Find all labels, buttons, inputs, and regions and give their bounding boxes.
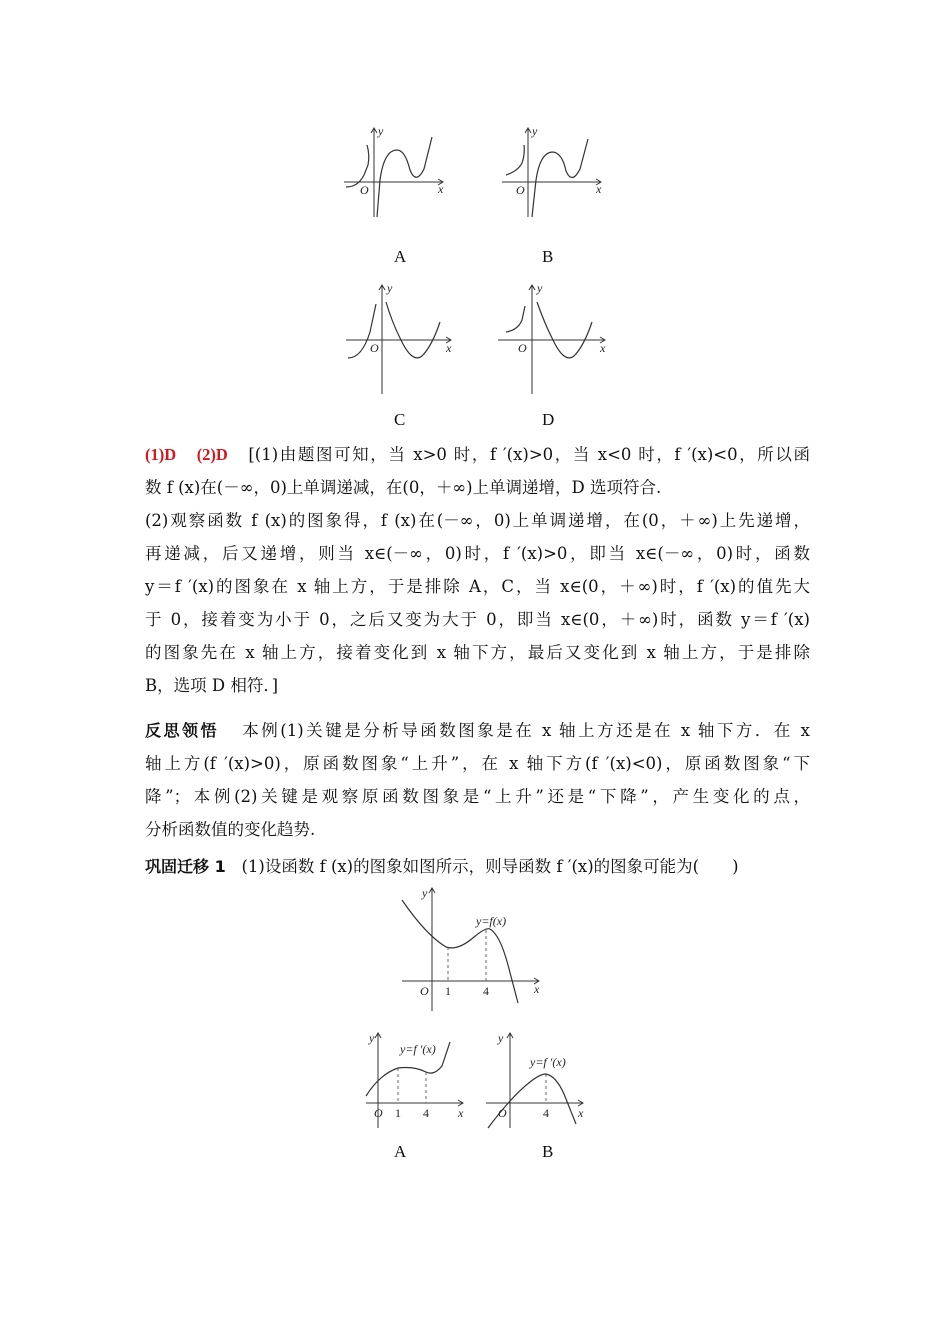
- reflection-line-2: 轴上方(f ′(x)>0)，原函数图象“上升”，在 x 轴下方(f ′(x)<0)，原函数图象“下: [145, 754, 810, 773]
- answer-2: (2)D: [196, 445, 228, 464]
- axis-y-label: y: [498, 1031, 504, 1045]
- curve-label: y=f(x): [476, 914, 507, 928]
- origin-label: O: [420, 984, 429, 998]
- axis-x-label: x: [578, 1106, 584, 1120]
- option-d-label: D: [542, 410, 555, 429]
- origin-label: O: [370, 341, 379, 355]
- graph-d: [494, 282, 609, 397]
- curve-label-b: y=f ′(x): [530, 1055, 566, 1069]
- solution-block: [145, 438, 810, 702]
- solution-line-2: 数 f (x)在(－∞，0)上单调递减，在(0，＋∞)上单调递增，D 选项符合.: [145, 478, 662, 497]
- reflection-line-3: 降”；本例(2)关键是观察原函数图象是“上升”还是“下降”，产生变化的点，: [145, 787, 810, 806]
- origin-label: O: [374, 1106, 383, 1120]
- graph-b: [498, 125, 608, 220]
- origin-label: O: [498, 1106, 507, 1120]
- axis-y-label: y: [369, 1031, 375, 1045]
- tick-4: 4: [423, 1106, 429, 1120]
- exercise-line: [145, 850, 810, 883]
- reflection-line-1: 反思领悟 本例(1)关键是分析导函数图象是在 x 轴上方还是在 x 轴下方．在 x: [145, 721, 810, 740]
- tick-4: 4: [543, 1106, 549, 1120]
- solution-line-6: 于 0，接着变为小于 0，之后又变为大于 0，即当 x∈(0，＋∞)时，函数 y＝f ′(x): [145, 610, 810, 629]
- axis-x-label: x: [534, 982, 540, 996]
- axis-y-label: y: [537, 281, 543, 295]
- solution-line-1: [145, 438, 810, 471]
- axis-y-label: y: [532, 124, 538, 138]
- axis-x-label: x: [596, 182, 602, 196]
- axis-x-label: x: [438, 182, 444, 196]
- tick-1: 1: [445, 984, 451, 998]
- exercise-text: (1)设函数 f (x)的图象如图所示，则导函数 f ′(x)的图象可能为( ): [241, 857, 739, 876]
- graph-option-b: [482, 1030, 592, 1130]
- tick-4: 4: [483, 984, 489, 998]
- tick-1: 1: [395, 1106, 401, 1120]
- curve-label-a: y=f ′(x): [400, 1042, 436, 1056]
- reflection-line-4: 分析函数值的变化趋势.: [145, 820, 316, 839]
- bottom-option-a-label: A: [394, 1142, 407, 1161]
- axis-x-label: x: [458, 1106, 464, 1120]
- answer-1: (1)D: [145, 445, 177, 464]
- exercise-heading: 巩固迁移 1: [145, 857, 226, 876]
- axis-x-label: x: [600, 341, 606, 355]
- solution-line-8: B，选项 D 相符．]: [145, 676, 279, 695]
- origin-label: O: [360, 183, 369, 197]
- axis-y-label: y: [387, 281, 393, 295]
- option-a-label: A: [394, 247, 407, 266]
- option-b-label: B: [542, 247, 554, 266]
- axis-y-label: y: [378, 124, 384, 138]
- graph-option-a: [362, 1030, 472, 1130]
- reflection-heading: 反思领悟: [145, 721, 220, 740]
- option-c-label: C: [394, 410, 406, 429]
- solution-line-5: y＝f ′(x)的图象在 x 轴上方，于是排除 A，C，当 x∈(0，＋∞)时，f ′(x)的值先大: [145, 577, 810, 596]
- solution-line-4: 再递减，后又递增，则当 x∈(－∞，0)时，f ′(x)>0，即当 x∈(－∞，0)时，函数: [145, 544, 810, 563]
- axis-y-label: y: [422, 886, 428, 900]
- graph-c: [342, 282, 457, 397]
- solution-line-3: (2)观察函数 f (x)的图象得，f (x)在(－∞，0)上单调递增，在(0，＋∞)上先递增，: [145, 511, 810, 530]
- exercise-block: [145, 850, 810, 883]
- graph-main: [396, 885, 546, 1015]
- reflection-block: [145, 714, 810, 846]
- origin-label: O: [518, 341, 527, 355]
- solution-line-7: 的图象先在 x 轴上方，接着变化到 x 轴下方，最后又变化到 x 轴上方，于是排除: [145, 643, 810, 662]
- axis-x-label: x: [446, 341, 452, 355]
- solution-text: [(1)由题图可知，当 x>0 时，f ′(x)>0，当 x<0 时，f ′(x)<0，所以函: [248, 445, 810, 464]
- graph-a: [340, 125, 450, 220]
- origin-label: O: [516, 183, 525, 197]
- bottom-option-b-label: B: [542, 1142, 554, 1161]
